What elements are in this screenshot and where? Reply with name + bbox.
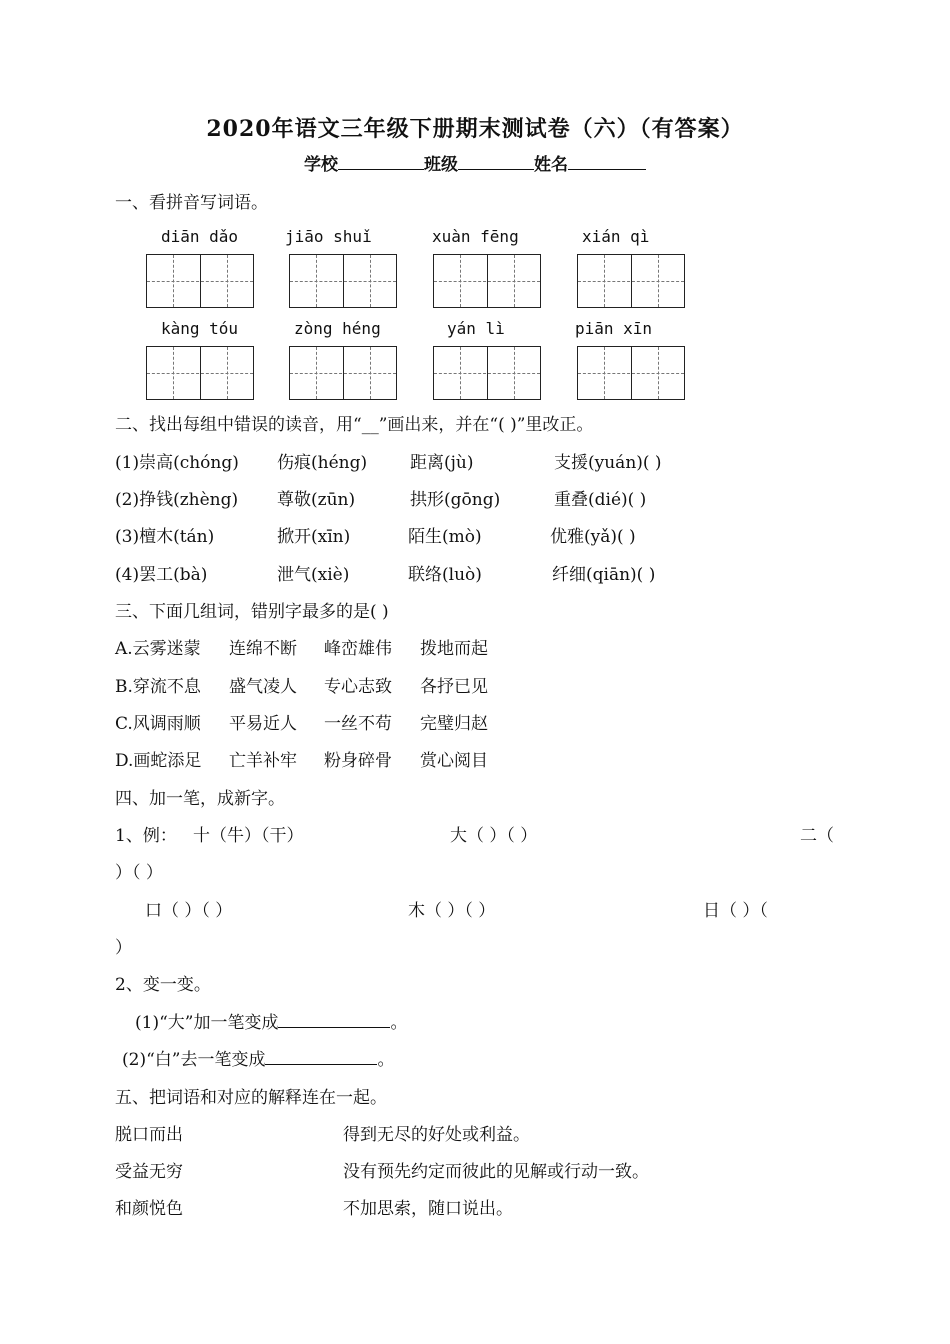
option-item: C.风调雨顺	[115, 714, 201, 734]
q2-item-a	[135, 1008, 407, 1033]
name-label: 姓名	[534, 155, 568, 175]
q1-ri: 日（ ）（	[703, 901, 768, 921]
name-blank[interactable]	[568, 153, 646, 170]
q1-mu: 木（ ）（ ）	[408, 901, 496, 921]
match-meaning[interactable]: 没有预先约定而彼此的见解或行动一致。	[343, 1162, 649, 1182]
q2-label: 2、变一变。	[115, 975, 211, 995]
class-blank[interactable]	[458, 153, 534, 170]
writing-grid[interactable]	[433, 254, 541, 308]
option-item: 赏心阅目	[420, 751, 488, 771]
q1-er-continued: ）（ ）	[115, 863, 163, 883]
q2-b-text: (2)“白”去一笔变成	[122, 1050, 266, 1070]
question-item: (1)崇高(chóng)	[115, 453, 239, 473]
option-item: 峰峦雄伟	[324, 639, 392, 659]
option-item: 平易近人	[229, 714, 297, 734]
pinyin-3: xuàn fēng	[432, 227, 519, 246]
q2-a-text: (1)“大”加一笔变成	[135, 1013, 279, 1033]
writing-grid[interactable]	[577, 254, 685, 308]
writing-grid[interactable]	[289, 254, 397, 308]
pinyin-5: kàng tóu	[161, 319, 239, 338]
page-title: 2020年语文三年级下册期末测试卷（六）（有答案）	[206, 116, 744, 142]
q1-da: 大（ ）（ ）	[450, 826, 538, 846]
option-item: B.穿流不息	[115, 677, 201, 697]
option-item: 完璧归赵	[420, 714, 488, 734]
question-item: (2)挣钱(zhèng)	[115, 490, 239, 510]
question-item: 重叠(dié)( )	[554, 490, 647, 510]
question-item: 优雅(yǎ)( )	[550, 527, 636, 547]
option-item: D.画蛇添足	[115, 751, 202, 771]
writing-grid[interactable]	[433, 346, 541, 400]
writing-grid[interactable]	[146, 346, 254, 400]
question-item: 尊敬(zūn)	[277, 490, 356, 510]
section5-heading: 五、把词语和对应的解释连在一起。	[115, 1088, 387, 1108]
question-item: (4)罢工(bà)	[115, 565, 208, 585]
q1-er: 二（	[800, 826, 834, 846]
question-item: 支援(yuán)( )	[554, 453, 662, 473]
answer-blank[interactable]	[278, 1013, 390, 1028]
q1-kou: 口（ ）（ ）	[145, 901, 233, 921]
pinyin-8: piān xīn	[575, 319, 653, 338]
section1-heading: 一、看拼音写词语。	[115, 193, 268, 213]
pinyin-7: yán lì	[447, 319, 505, 338]
option-item: A.云雾迷蒙	[115, 639, 201, 659]
question-item: 掀开(xīn)	[277, 527, 351, 547]
question-item: (3)檀木(tán)	[115, 527, 215, 547]
q2-b-end: 。	[377, 1050, 395, 1070]
pinyin-4: xián qì	[582, 227, 650, 246]
writing-grid[interactable]	[577, 346, 685, 400]
option-item: 拨地而起	[420, 639, 488, 659]
match-meaning[interactable]: 不加思索，随口说出。	[343, 1199, 513, 1219]
option-item: 亡羊补牢	[229, 751, 297, 771]
student-info	[0, 150, 950, 175]
pinyin-1: diān dǎo	[161, 227, 239, 246]
school-label: 学校	[304, 155, 338, 175]
writing-grid[interactable]	[146, 254, 254, 308]
option-item: 粉身碎骨	[324, 751, 392, 771]
question-item: 陌生(mò)	[408, 527, 482, 547]
q2-a-end: 。	[390, 1013, 408, 1033]
option-item: 一丝不苟	[324, 714, 392, 734]
class-label: 班级	[424, 155, 458, 175]
q1-example: 十（牛）（干）	[193, 826, 304, 846]
option-item: 各抒已见	[420, 677, 488, 697]
q1-ri-continued: ）	[115, 938, 132, 958]
match-meaning[interactable]: 得到无尽的好处或利益。	[343, 1125, 530, 1145]
section4-heading: 四、加一笔，成新字。	[115, 789, 285, 809]
option-item: 连绵不断	[229, 639, 297, 659]
pinyin-6: zòng héng	[294, 319, 381, 338]
question-item: 纤细(qiān)( )	[552, 565, 656, 585]
answer-blank[interactable]	[265, 1050, 377, 1065]
question-item: 距离(jù)	[410, 453, 474, 473]
section2-heading: 二、找出每组中错误的读音，用“__”画出来，并在“( )”里改正。	[115, 415, 594, 435]
match-word[interactable]: 脱口而出	[115, 1125, 183, 1145]
question-item: 泄气(xiè)	[277, 565, 350, 585]
q2-item-b	[122, 1045, 394, 1070]
option-item: 专心志致	[324, 677, 392, 697]
pinyin-2: jiāo shuǐ	[285, 227, 372, 246]
writing-grid[interactable]	[289, 346, 397, 400]
section3-heading: 三、下面几组词，错别字最多的是( )	[115, 602, 389, 622]
q1-label: 1、例：	[115, 826, 177, 846]
question-item: 联络(luò)	[408, 565, 482, 585]
question-item: 拱形(gōng)	[410, 490, 501, 510]
question-item: 伤痕(héng)	[277, 453, 368, 473]
school-blank[interactable]	[338, 153, 424, 170]
match-word[interactable]: 受益无穷	[115, 1162, 183, 1182]
option-item: 盛气凌人	[229, 677, 297, 697]
match-word[interactable]: 和颜悦色	[115, 1199, 183, 1219]
